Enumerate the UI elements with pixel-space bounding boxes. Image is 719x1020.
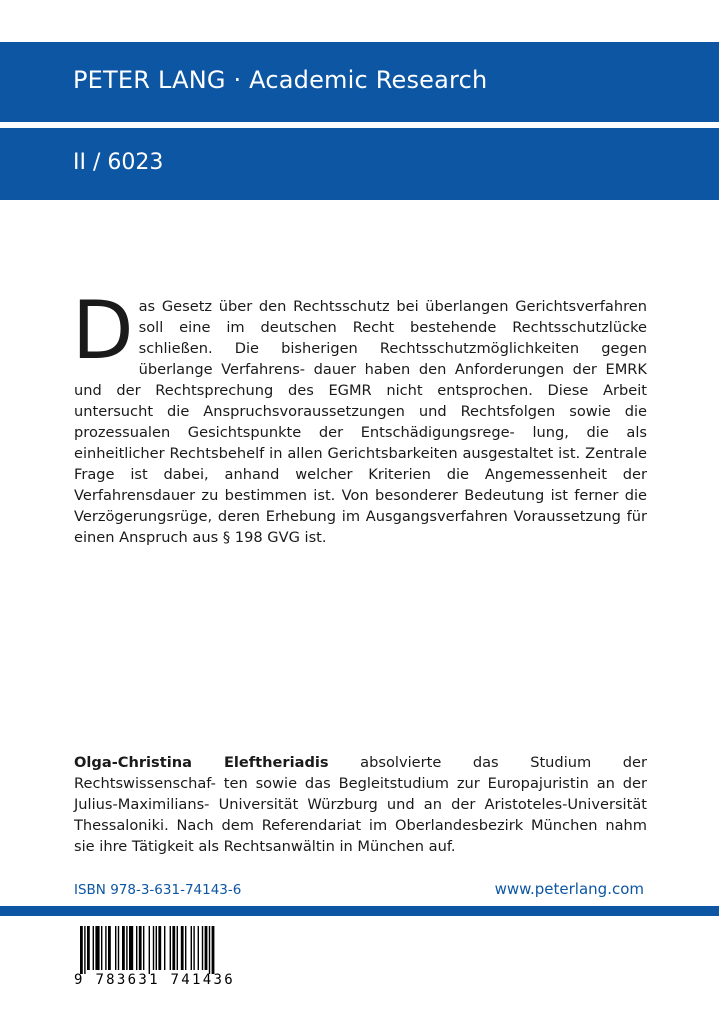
barcode-bar	[118, 926, 119, 970]
barcode-bar	[198, 926, 199, 970]
barcode-bar	[202, 926, 203, 970]
bio-line: dem Referendariat im Oberlandesbezirk München nahm sie ihre Tätigkeit als	[74, 817, 648, 855]
blurb-line: Rechtsfolgen sowie die prozessualen Gesichtspunkte der Entschädigungsrege-	[74, 403, 648, 441]
barcode-bar	[185, 926, 186, 970]
blurb-line: lung, die als einheitlicher Rechtsbehelf in allen Gerichtsbarkeiten ausgestaltet	[74, 424, 647, 462]
author-name: Olga-Christina Eleftheriadis	[74, 754, 329, 771]
barcode-bar	[136, 926, 137, 970]
blurb-line: Verfahrensdauer zu bestimmen ist. Von besonderer Bedeutung ist ferner die	[74, 487, 647, 504]
author-bio	[74, 752, 647, 857]
isbn-number: ISBN 978-3-631-74143-6	[74, 882, 242, 898]
footer-band	[0, 906, 719, 916]
barcode-bar	[191, 926, 192, 970]
blurb-line: ist. Zentrale Frage ist dabei, anhand welcher Kriterien die Angemessenheit der	[74, 445, 648, 483]
barcode-bar	[177, 926, 178, 970]
barcode-bar	[139, 926, 142, 970]
series-band	[0, 128, 719, 200]
barcode-bar	[193, 926, 194, 970]
barcode-bar	[149, 926, 150, 974]
bio-line: Universität Würzburg und an der Aristoteles-Universität Thessaloniki. Nach	[74, 796, 647, 834]
barcode	[74, 924, 235, 996]
barcode-bar	[172, 926, 175, 970]
bio-text-first: absolvierte das Studium der Rechtswissenschaf-	[74, 754, 647, 792]
barcode-bar	[212, 926, 215, 974]
barcode-bar	[101, 926, 102, 970]
barcode-bar	[84, 926, 85, 974]
bio-line: Rechtsanwältin in München auf.	[223, 838, 456, 855]
barcode-bar	[93, 926, 94, 970]
barcode-bar	[143, 926, 144, 970]
barcode-bar	[108, 926, 111, 970]
barcode-bar	[170, 926, 171, 970]
barcode-bar	[80, 926, 83, 974]
barcode-bar	[105, 926, 106, 970]
barcode-bar	[156, 926, 157, 970]
blurb-line: as Gesetz über den Rechtsschutz bei überlangen Gerichtsverfahren soll	[138, 298, 647, 336]
barcode-bar	[164, 926, 165, 970]
blurb-line: Verzögerungsrüge, deren Erhebung im Ausgangsverfahren Voraussetzung für	[74, 508, 647, 525]
publisher-website[interactable]: www.peterlang.com	[494, 880, 644, 898]
barcode-bar	[95, 926, 99, 970]
header-band	[0, 42, 719, 122]
book-description	[72, 284, 648, 548]
barcode-bar	[87, 926, 90, 970]
blurb-line: dauer haben den Anforderungen der EMRK und der Rechtsprechung des EGMR	[74, 361, 647, 399]
series-number: II / 6023	[73, 150, 164, 175]
barcode-bar	[126, 926, 127, 970]
barcode-bar	[122, 926, 125, 970]
bio-line: ten sowie das Begleitstudium zur Europajuristin an der Julius-Maximilians-	[74, 775, 648, 813]
barcode-bar	[153, 926, 154, 970]
barcode-bar	[205, 926, 208, 970]
blurb-line: eine im deutschen Recht bestehende Rechtsschutzlücke schließen. Die	[138, 319, 648, 357]
barcode-bar	[129, 926, 133, 970]
barcode-bar	[181, 926, 184, 970]
blurb-line: nicht entsprochen. Diese Arbeit untersucht die Anspruchsvoraussetzungen und	[74, 382, 648, 420]
barcode-bar	[209, 926, 210, 974]
barcode-digits: 9 783631 741436	[74, 972, 235, 988]
barcode-bars	[74, 924, 220, 974]
barcode-bar	[158, 926, 161, 970]
blurb-line: einen Anspruch aus § 198 GVG ist.	[74, 529, 327, 546]
drop-cap: D	[72, 284, 134, 377]
blurb-line: bisherigen Rechtsschutzmöglichkeiten gegen überlange Verfahrens-	[138, 340, 648, 378]
publisher-title: PETER LANG · Academic Research	[73, 66, 488, 94]
barcode-bar	[115, 926, 116, 970]
